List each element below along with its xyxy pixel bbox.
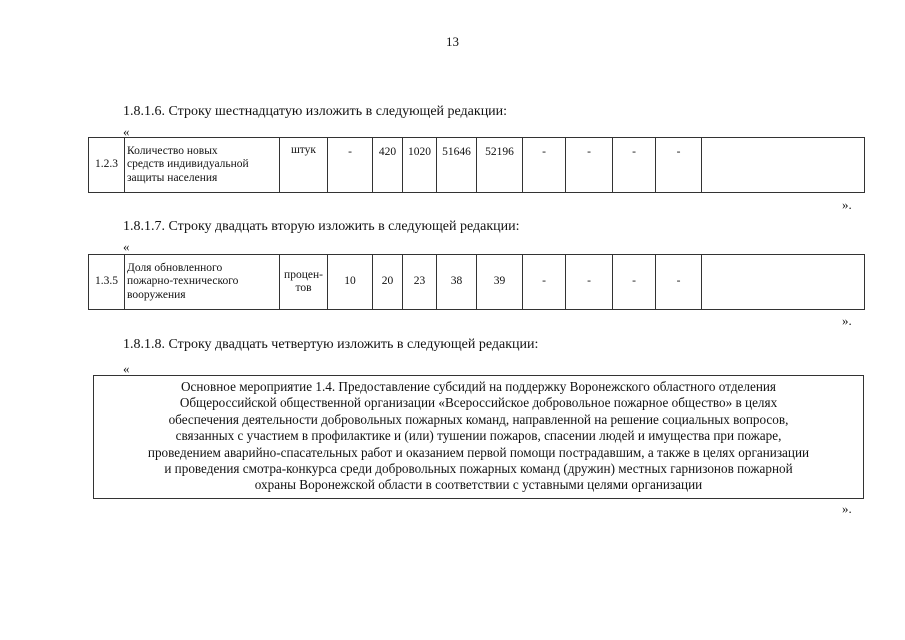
row-name xyxy=(125,138,280,193)
row-name xyxy=(125,255,280,310)
table-cell: - xyxy=(613,255,656,310)
table-row-1-2-3 xyxy=(88,137,865,193)
section-heading-1: 1.8.1.6. Строку шестнадцатую изложить в следующей редакции: xyxy=(123,104,508,119)
close-quote-2: ». xyxy=(842,313,852,328)
table-cell: 52196 xyxy=(477,138,523,193)
table-cell: - xyxy=(328,138,373,193)
page-number: 13 xyxy=(446,34,459,49)
event-text-line: проведением аварийно-спасательных работ и оказанием первой помощи пострадавшим, а также в целях организации xyxy=(147,444,810,460)
event-text-line: Основное мероприятие 1.4. Предоставление субсидий на поддержку Воронежского областного отделения xyxy=(181,379,776,394)
table-cell: 20 xyxy=(373,255,403,310)
open-quote-2: « xyxy=(123,239,130,254)
row-name-line: средств индивидуальной xyxy=(127,158,249,171)
event-text-line: охраны Воронежской области в соответствии с уставными целями организации xyxy=(254,477,703,493)
table-cell: - xyxy=(523,138,566,193)
table-cell: 39 xyxy=(477,255,523,310)
section-heading-2: 1.8.1.7. Строку двадцать вторую изложить в следующей редакции: xyxy=(123,219,520,234)
row-unit xyxy=(280,255,328,310)
event-text-line: и проведения смотра-конкурса среди добровольных пожарных команд (дружин) местных гарнизонов пожарной xyxy=(164,461,793,477)
row-unit-line: тов xyxy=(295,282,312,294)
event-text-line: Общероссийской общественной организации «Всероссийское добровольное пожарное общество» в целях xyxy=(179,395,778,411)
event-text-line: связанных с участием в профилактике и (или) тушении пожаров, спасении людей и имущества при пожаре, xyxy=(175,428,782,444)
table-cell: 38 xyxy=(437,255,477,310)
row-name-line: вооружения xyxy=(127,288,186,301)
table-cell xyxy=(702,255,865,310)
row-code: 1.3.5 xyxy=(89,255,125,310)
row-name-line: Количество новых xyxy=(127,145,218,158)
table-row-1-3-5 xyxy=(88,254,865,310)
table-cell: - xyxy=(613,138,656,193)
row-unit xyxy=(280,138,328,193)
table-cell xyxy=(702,138,865,193)
table-cell: 10 xyxy=(328,255,373,310)
table-cell: 51646 xyxy=(437,138,477,193)
main-event-box xyxy=(93,375,864,499)
row-unit-line: штук xyxy=(290,144,317,156)
table-cell: - xyxy=(656,138,702,193)
close-quote-3: ». xyxy=(842,501,852,516)
table-cell: - xyxy=(566,255,613,310)
row-code: 1.2.3 xyxy=(89,138,125,193)
table-cell: 420 xyxy=(373,138,403,193)
table-cell: 23 xyxy=(403,255,437,310)
table-cell: - xyxy=(523,255,566,310)
section-heading-3: 1.8.1.8. Строку двадцать четвертую изложить в следующей редакции: xyxy=(123,337,539,352)
row-name-line: Доля обновленного xyxy=(127,262,223,275)
row-name-line: защиты населения xyxy=(127,171,218,184)
table-cell: - xyxy=(566,138,613,193)
open-quote-3: « xyxy=(123,361,130,376)
event-text-line: обеспечения деятельности добровольных пожарных команд, направленной на решение социальных вопросов, xyxy=(168,411,789,427)
open-quote-1: « xyxy=(123,124,130,139)
row-name-line: пожарно-технического xyxy=(127,275,239,288)
table-cell: 1020 xyxy=(403,138,437,193)
row-unit-line: процен- xyxy=(284,268,323,281)
table-cell: - xyxy=(656,255,702,310)
close-quote-1: ». xyxy=(842,197,852,212)
